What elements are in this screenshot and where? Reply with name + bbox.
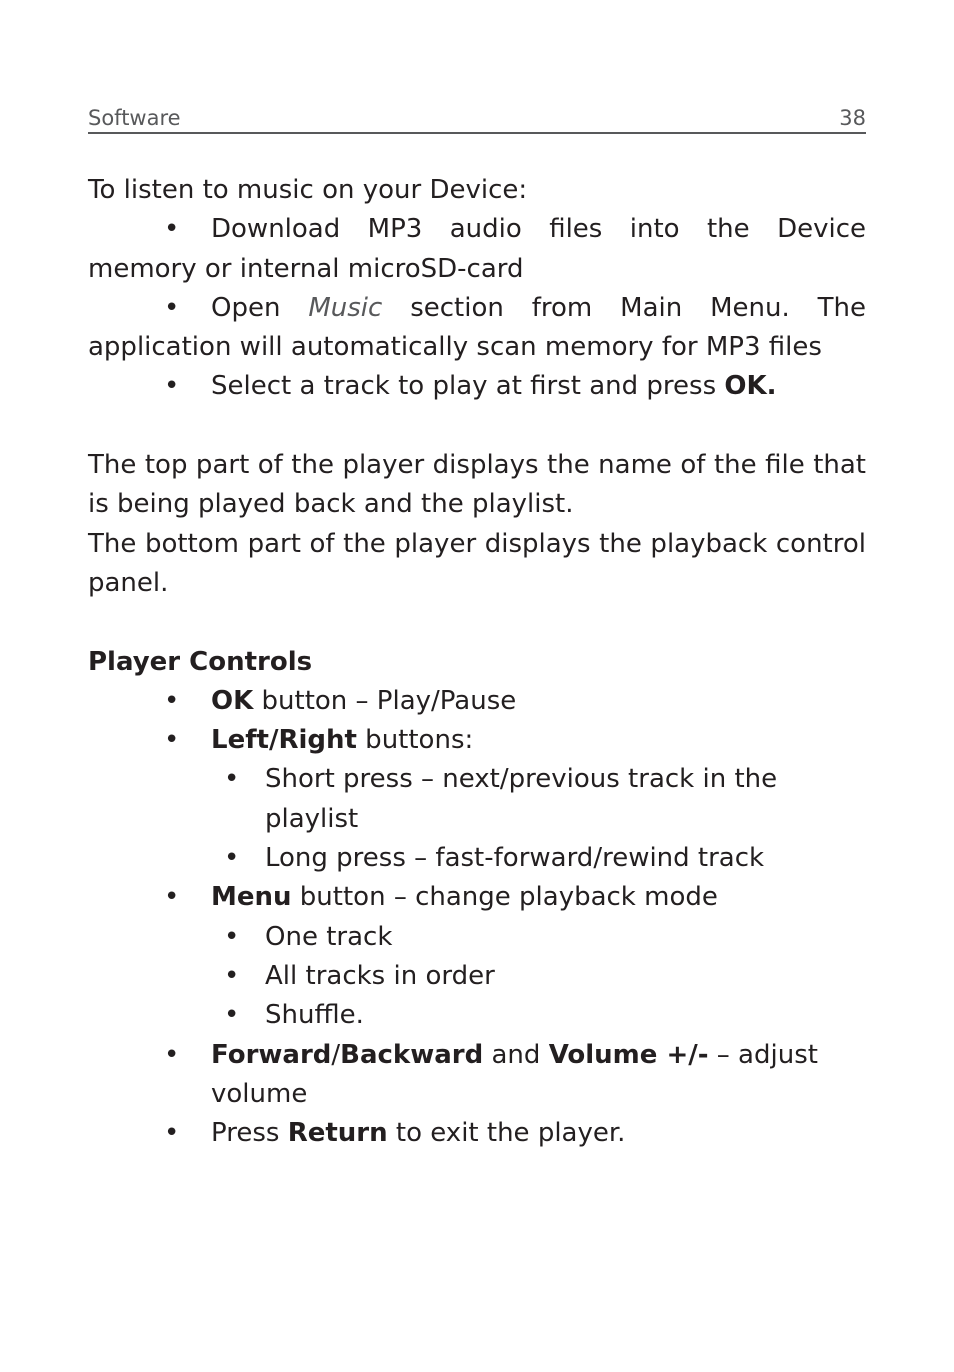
control-short-press [88, 760, 866, 839]
bullet: • [164, 1039, 180, 1070]
step-open-text-cont: section from Main Menu. The application will automatically scan memory for MP3 files [88, 292, 866, 363]
step-open-text: Open [211, 292, 309, 323]
control-ok [88, 682, 866, 721]
control-volume [88, 1036, 866, 1115]
page-header [88, 104, 866, 134]
mode-shuffle [88, 996, 866, 1035]
bullet: • [164, 685, 180, 716]
bullet: • [224, 764, 240, 795]
left-right-key-label: Left/Right [211, 725, 357, 756]
page-content [88, 171, 866, 1153]
music-section-name: Music [308, 292, 383, 323]
section-title: Software [88, 106, 181, 130]
player-controls-heading: Player Controls [88, 646, 313, 677]
forward-key-label: Forward [211, 1039, 332, 1070]
backward-key-label: Backward [340, 1039, 484, 1070]
one-track-text: One track [265, 921, 393, 952]
ok-key-label: OK [211, 685, 254, 716]
para-bottom-part: The bottom part of the player displays the playback control panel. [88, 528, 866, 598]
bullet: • [164, 292, 180, 323]
control-lr-text: buttons: [356, 725, 474, 756]
and-text: and [483, 1039, 549, 1070]
step-select-text: Select a track to play at first and press [211, 371, 725, 402]
bullet: • [164, 214, 180, 245]
page-number: 38 [839, 106, 866, 130]
step-select [88, 367, 866, 406]
control-return [88, 1114, 866, 1153]
long-press-text: Long press – fast-forward/rewind track [265, 843, 765, 874]
control-menu-text: button – change playback mode [291, 882, 718, 913]
step-open [88, 289, 866, 368]
bullet: • [164, 1118, 180, 1149]
shuffle-text: Shuffle. [265, 1000, 364, 1031]
intro-text: To listen to music on your Device: [88, 175, 528, 205]
control-menu [88, 878, 866, 917]
control-ok-text: button – Play/Pause [253, 685, 517, 716]
bullet: • [164, 725, 180, 756]
ok-key-label: OK. [724, 371, 777, 402]
control-long-press [88, 839, 866, 878]
step-download [88, 210, 866, 289]
bullet: • [224, 960, 240, 991]
bullet: • [224, 921, 240, 952]
return-key-label: Return [287, 1118, 388, 1149]
bullet: • [224, 1000, 240, 1031]
step-download-text: Download MP3 audio files into the Device memory or internal microSD-card [88, 214, 866, 284]
menu-key-label: Menu [211, 882, 292, 913]
bullet: • [224, 843, 240, 874]
bullet: • [164, 882, 180, 913]
short-press-text: Short press – next/previous track in the playlist [265, 764, 778, 834]
para-top-part: The top part of the player displays the name of the file that is being played back and the playlist. [88, 450, 866, 520]
control-left-right [88, 721, 866, 760]
control-return-pre: Press [211, 1118, 288, 1149]
slash-separator: / [331, 1039, 341, 1070]
bullet: • [164, 371, 180, 402]
volume-key-label: Volume +/- [548, 1039, 709, 1070]
all-tracks-text: All tracks in order [265, 960, 495, 991]
control-return-post: to exit the player. [387, 1118, 626, 1149]
mode-one-track [88, 918, 866, 957]
control-volume-text: – adjust volume [211, 1039, 818, 1109]
mode-all-tracks [88, 957, 866, 996]
